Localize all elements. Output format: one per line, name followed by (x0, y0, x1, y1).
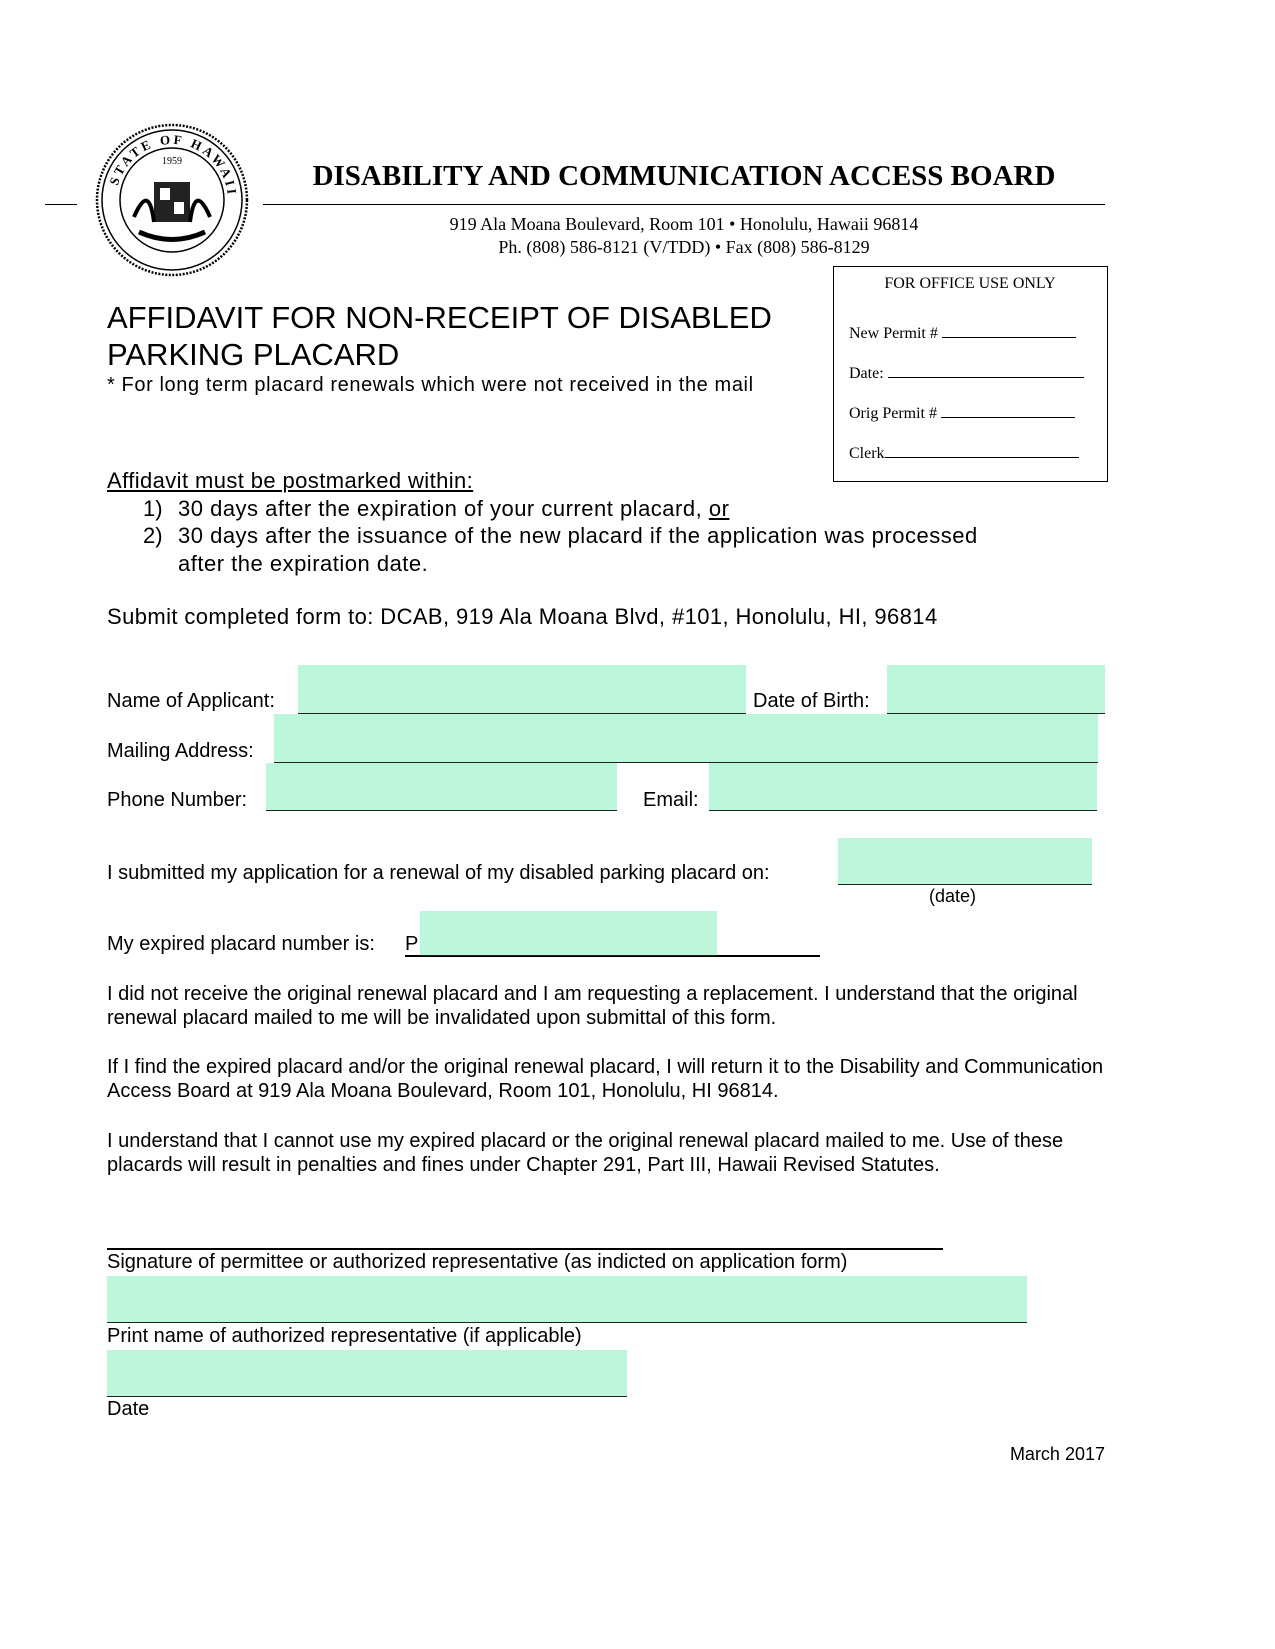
new-permit-label: New Permit # (849, 325, 938, 342)
clerk-label: Clerk (849, 445, 885, 462)
org-name: DISABILITY AND COMMUNICATION ACCESS BOARD (312, 160, 1056, 192)
org-address: 919 Ala Moana Boulevard, Room 101 • Honolulu, Hawaii 96814 (449, 214, 919, 234)
paragraph-return: If I find the expired placard and/or the original renewal placard, I will return it to the Disability and Communication Access Board at 919 Ala Moana Boulevard, Room 101, Honolulu, HI 96814. (107, 1056, 1104, 1102)
phone-number-input[interactable] (266, 763, 617, 811)
submitted-date-label: I submitted my application for a renewal of my disabled parking placard on: (107, 862, 770, 884)
deadline-item-1-emph: or (708, 496, 730, 521)
header-rule-left (45, 204, 77, 205)
state-seal-logo (94, 122, 250, 278)
revision-date: March 2017 (1009, 1444, 1105, 1464)
orig-permit-line (941, 403, 1075, 418)
new-permit-line (942, 323, 1076, 338)
placard-prefix: P (405, 933, 419, 955)
signature-date-label: Date (107, 1398, 150, 1420)
office-use-title: FOR OFFICE USE ONLY (884, 275, 1056, 292)
office-date-label: Date: (849, 365, 884, 382)
dob-label: Date of Birth: (753, 690, 870, 712)
deadline-item-1-text: 30 days after the expiration of your current placard, (178, 496, 709, 521)
header-rule (263, 204, 1105, 205)
signature-label: Signature of permittee or authorized representative (as indicted on application form) (107, 1251, 848, 1273)
paragraph-non-receipt: I did not receive the original renewal placard and I am requesting a replacement. I understand that the original renewal placard mailed to me will be invalidated upon submittal of this form. (107, 983, 1078, 1029)
office-date-line (888, 363, 1084, 378)
email-input[interactable] (709, 763, 1097, 811)
deadline-heading: Affidavit must be postmarked within: (107, 468, 474, 493)
org-phone: Ph. (808) 586-8121 (V/TDD) • Fax (808) 586-8129 (498, 237, 870, 257)
phone-label: Phone Number: (107, 789, 248, 811)
print-name-input[interactable] (107, 1276, 1027, 1323)
applicant-name-input[interactable] (298, 665, 746, 714)
svg-text:STATE OF HAWAII: STATE OF HAWAII (106, 131, 241, 198)
name-label: Name of Applicant: (107, 690, 275, 712)
deadline-item-2-num: 2) (143, 523, 163, 548)
placard-label: My expired placard number is: (107, 933, 375, 955)
form-title-line2: PARKING PLACARD (107, 337, 400, 372)
clerk-line (885, 443, 1079, 458)
deadline-item-2-cont: after the expiration date. (178, 551, 429, 576)
submit-instructions: Submit completed form to: DCAB, 919 Ala Moana Blvd, #101, Honolulu, HI, 96814 (107, 604, 938, 629)
date-of-birth-input[interactable] (887, 665, 1105, 714)
signature-line[interactable] (107, 1248, 943, 1250)
date-hint: (date) (929, 886, 977, 906)
address-label: Mailing Address: (107, 740, 254, 762)
deadline-item-2: 30 days after the issuance of the new placard if the application was processed (178, 523, 978, 548)
paragraph-penalties: I understand that I cannot use my expired placard or the original renewal placard mailed to me. Use of these placards will result in penalties and fines under Chapter 291, Part III, Hawaii Revised Statutes. (107, 1130, 1064, 1176)
deadline-item-1-num: 1) (143, 496, 163, 521)
office-use-box (833, 266, 1108, 482)
form-subtitle: * For long term placard renewals which were not received in the mail (107, 374, 754, 396)
email-label: Email: (643, 789, 699, 811)
deadline-item-1 (178, 496, 729, 522)
mailing-address-input[interactable] (274, 714, 1098, 763)
print-name-label: Print name of authorized representative (if applicable) (107, 1325, 582, 1347)
orig-permit-label: Orig Permit # (849, 405, 937, 422)
placard-number-input[interactable] (420, 911, 717, 956)
svg-text:1959: 1959 (162, 156, 182, 167)
application-date-input[interactable] (838, 838, 1092, 885)
signature-date-input[interactable] (107, 1350, 627, 1397)
form-title-line1: AFFIDAVIT FOR NON-RECEIPT OF DISABLED (107, 300, 772, 335)
